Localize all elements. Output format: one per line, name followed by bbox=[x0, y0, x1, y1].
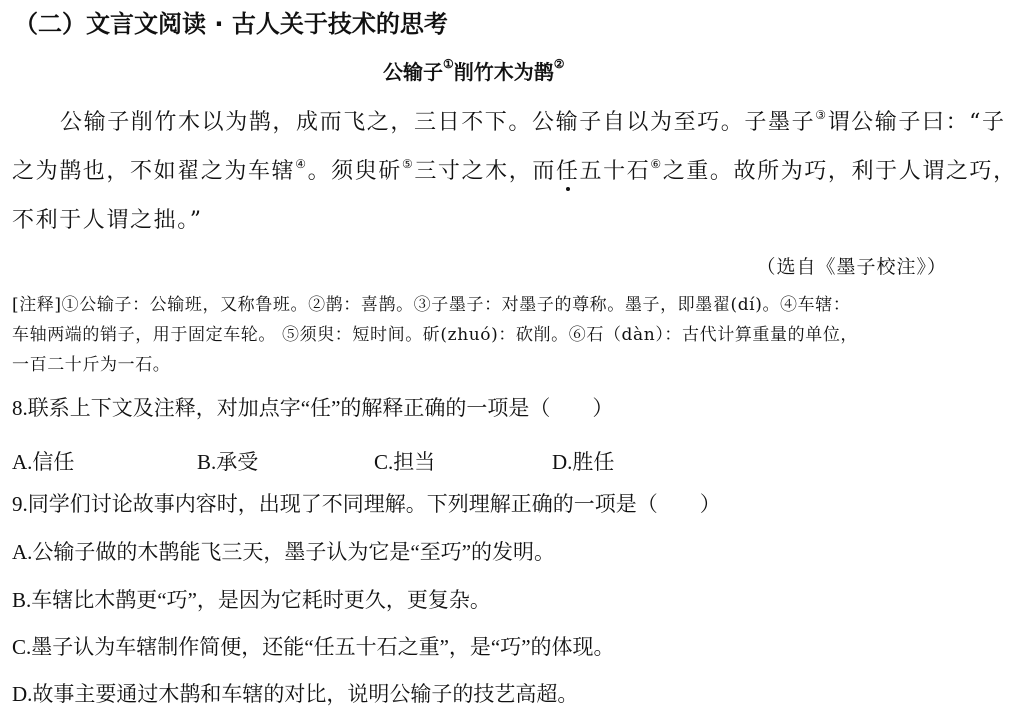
question-8-stem: 8.联系上下文及注释，对加点字“任”的解释正确的一项是（ ） bbox=[12, 396, 614, 420]
annotation-line: 一百二十斤为一石。 bbox=[12, 355, 171, 375]
section-title: （二）文言文阅读 · 古人关于技术的思考 bbox=[14, 10, 448, 38]
footnote-marker: ④ bbox=[295, 157, 308, 171]
q8-option-b[interactable]: B.承受 bbox=[197, 450, 259, 474]
q8-option-d[interactable]: D.胜任 bbox=[552, 450, 615, 474]
footnote-marker: ② bbox=[553, 57, 565, 71]
q9-option-d[interactable]: D.故事主要通过木鹊和车辖的对比，说明公输子的技艺高超。 bbox=[12, 682, 579, 706]
passage-text: 五十石 bbox=[579, 159, 651, 184]
footnote-marker: ③ bbox=[815, 108, 828, 122]
passage-line: 不利于人谓之拙。” bbox=[12, 208, 203, 233]
q9-option-b[interactable]: B.车辖比木鹊更“巧”，是因为它耗时更久，更复杂。 bbox=[12, 588, 491, 612]
passage-title-rest: 削竹木为鹊 bbox=[453, 60, 554, 84]
passage-title-name: 公输子 bbox=[383, 60, 443, 84]
passage-text: 。须臾斫 bbox=[307, 159, 402, 184]
question-9-stem: 9.同学们讨论故事内容时，出现了不同理解。下列理解正确的一项是（ ） bbox=[12, 492, 721, 516]
q8-option-a[interactable]: A.信任 bbox=[12, 450, 75, 474]
dotted-character: 任 bbox=[555, 159, 580, 184]
q9-option-c[interactable]: C.墨子认为车辖制作简便，还能“任五十石之重”，是“巧”的体现。 bbox=[12, 635, 615, 659]
passage-text: 之为鹊也，不如翟之为车辖 bbox=[12, 159, 296, 184]
passage-text: 三寸之木，而 bbox=[414, 159, 556, 184]
passage-line bbox=[60, 108, 1006, 135]
q8-option-c[interactable]: C.担当 bbox=[374, 450, 436, 474]
annotation-line: [注释]①公输子：公输班，又称鲁班。②鹊：喜鹊。③子墨子：对墨子的尊称。墨子，即墨翟(dí)。④车辖： bbox=[12, 295, 851, 315]
footnote-marker: ① bbox=[443, 57, 454, 71]
annotation-line: 车轴两端的销子，用于固定车轮。 ⑤须臾：短时间。斫(zhuó)：砍削。⑥石（dàn）：古代计算重量的单位， bbox=[12, 325, 859, 345]
passage-text: 谓公输子曰：“子 bbox=[827, 110, 1006, 135]
passage-title bbox=[383, 57, 565, 84]
footnote-marker: ⑤ bbox=[401, 157, 415, 171]
footnote-marker: ⑥ bbox=[650, 157, 663, 171]
source-citation: （选自《墨子校注》） bbox=[756, 256, 947, 278]
q9-option-a[interactable]: A.公输子做的木鹊能飞三天，墨子认为它是“至巧”的发明。 bbox=[12, 540, 556, 564]
passage-text: 之重。故所为巧，利于人谓之巧， bbox=[662, 159, 1017, 184]
passage-line bbox=[12, 157, 1017, 184]
passage-text: 公输子削竹木以为鹊，成而飞之，三日不下。公输子自以为至巧。子墨子 bbox=[60, 110, 816, 135]
